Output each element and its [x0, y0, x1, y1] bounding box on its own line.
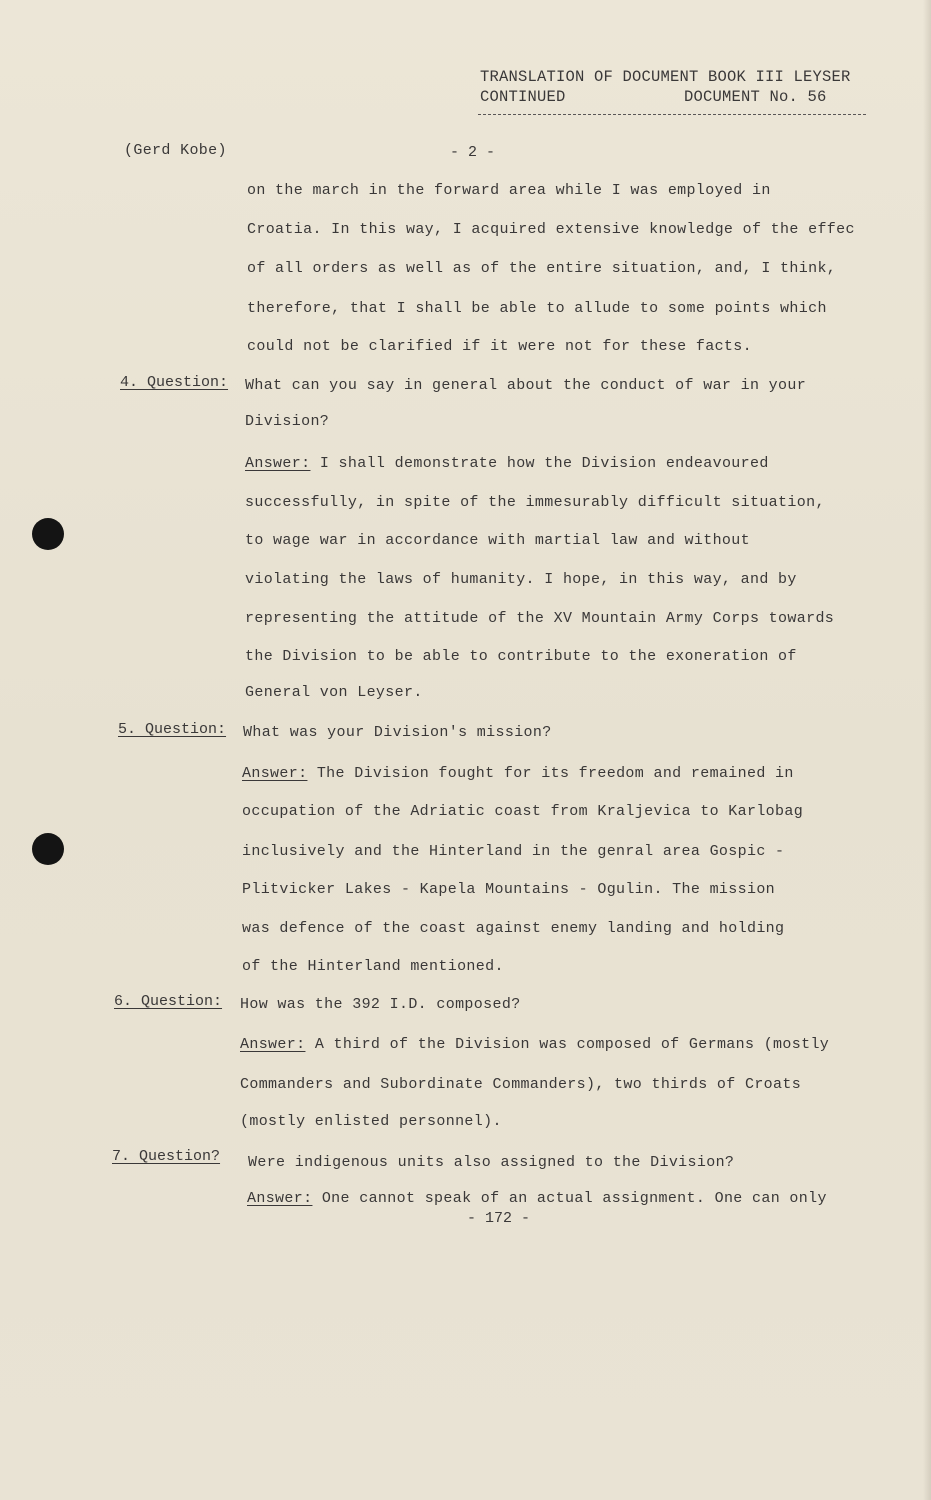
answer-5-first-line — [242, 765, 794, 783]
answer-6-text-first: A third of the Division was composed of Germans (mostly — [314, 1036, 830, 1053]
intro-line-4: therefore, that I shall be able to allude to some points which — [247, 300, 827, 317]
question-4-label: 4. Question: — [120, 374, 229, 391]
intro-line-5: could not be clarified if it were not for these facts. — [247, 338, 752, 355]
header-rule — [478, 114, 866, 115]
answer-4-line-2: successfully, in spite of the immesurably difficult situation, — [245, 494, 825, 511]
answer-4-first-line — [245, 455, 769, 473]
answer-4-text-first: I shall demonstrate how the Division endeavoured — [319, 455, 769, 472]
answer-4-line-7: General von Leyser. — [245, 684, 423, 701]
question-5-label: 5. Question: — [118, 721, 227, 738]
answer-6-line-3: (mostly enlisted personnel). — [240, 1113, 502, 1130]
question-7-label: 7. Question? — [112, 1148, 221, 1165]
answer-5-label: Answer: — [242, 765, 308, 782]
answer-5-line-6: of the Hinterland mentioned. — [242, 958, 504, 975]
question-6-label: 6. Question: — [114, 993, 223, 1010]
question-4-text-2: Division? — [245, 413, 330, 430]
header-continued: CONTINUED — [480, 88, 566, 106]
answer-7-label: Answer: — [247, 1190, 313, 1207]
question-4-text-1: What can you say in general about the conduct of war in your — [245, 377, 807, 394]
intro-line-2: Croatia. In this way, I acquired extensive knowledge of the effec — [247, 221, 855, 238]
question-5-text: What was your Division's mission? — [243, 724, 552, 741]
question-7-text: Were indigenous units also assigned to the Division? — [248, 1154, 735, 1171]
header-title: TRANSLATION OF DOCUMENT BOOK III LEYSER — [480, 68, 851, 86]
page-marker: - 2 - — [450, 144, 496, 161]
punch-hole-upper — [32, 518, 64, 550]
answer-4-line-5: representing the attitude of the XV Mountain Army Corps towards — [245, 610, 835, 627]
answer-5-line-4: Plitvicker Lakes - Kapela Mountains - Ogulin. The mission — [242, 881, 776, 898]
footer-page-number: - 172 - — [467, 1210, 531, 1227]
answer-7-text-first: One cannot speak of an actual assignment. One can only — [321, 1190, 827, 1207]
answer-5-line-2: occupation of the Adriatic coast from Kraljevica to Karlobag — [242, 803, 804, 820]
intro-line-1: on the march in the forward area while I was employed in — [247, 182, 771, 199]
answer-4-label: Answer: — [245, 455, 311, 472]
answer-6-first-line — [240, 1036, 829, 1054]
answer-6-line-2: Commanders and Subordinate Commanders), two thirds of Croats — [240, 1076, 802, 1093]
answer-4-line-4: violating the laws of humanity. I hope, in this way, and by — [245, 571, 797, 588]
answer-4-line-6: the Division to be able to contribute to the exoneration of — [245, 648, 797, 665]
answer-4-line-3: to wage war in accordance with martial law and without — [245, 532, 750, 549]
answer-5-line-3: inclusively and the Hinterland in the genral area Gospic - — [242, 843, 785, 860]
answer-6-label: Answer: — [240, 1036, 306, 1053]
paper-edge-shadow — [923, 0, 931, 1500]
question-6-text: How was the 392 I.D. composed? — [240, 996, 521, 1013]
answer-5-text-first: The Division fought for its freedom and remained in — [316, 765, 794, 782]
answer-7-first-line — [247, 1190, 827, 1208]
punch-hole-lower — [32, 833, 64, 865]
header-document-number: DOCUMENT No. 56 — [684, 88, 827, 106]
witness-name: (Gerd Kobe) — [124, 142, 227, 159]
intro-line-3: of all orders as well as of the entire situation, and, I think, — [247, 260, 837, 277]
answer-5-line-5: was defence of the coast against enemy landing and holding — [242, 920, 785, 937]
